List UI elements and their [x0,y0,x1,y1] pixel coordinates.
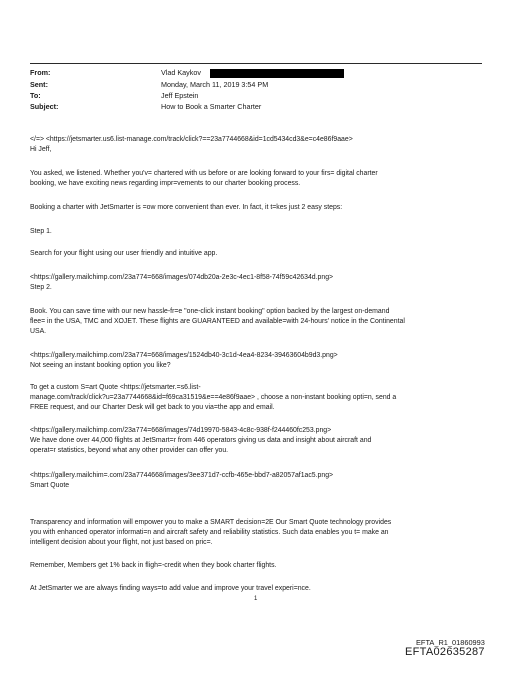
body-paragraph: Book. You can save time with our new hassle-fr=e "one-click instant booking" option backed by the largest on-demand flee= in the USA, TMC and XOJET. These flights are GUARANTEED and available=with 24-hours' notice in the Continental USA. [30,308,405,335]
subject-value: How to Book a Smarter Charter [161,102,262,111]
body-paragraph: Remember, Members get 1% back in fligh=-credit when they book charter flights. [30,562,277,569]
sent-value: Monday, March 11, 2019 3:54 PM [161,80,269,89]
header-top-rule [30,63,482,64]
to-value: Jeff Epstein [161,91,199,100]
body-paragraph: Transparency and information will empower you to make a SMART decision=2E Our Smart Quote technology provides you with enhanced operator informati=n and aircraft safety and reliability statistics. Such data enables you t= make an intelligent decision about your flight, not just based on pric=. [30,519,392,546]
body-paragraph: Step 1. [30,228,52,235]
body-paragraph: Search for your flight using our user friendly and intuitive app. [30,250,218,257]
body-paragraph: <https://gallery.mailchimp.com/23a774=668/images/74d19970-5843-4c8c-938f-f244460fc253.png> We have done over 44,000 flights at JetSmart=r from 446 operators giving us data and insight about aircraft and operat=r statistics, beyond what any other provider can offer you. [30,427,372,454]
bates-number-small: EFTA_R1_01860993 [416,638,485,647]
bates-number-large: EFTA02635287 [405,646,485,658]
page-number: 1 [254,596,258,602]
redaction-box [210,69,344,78]
to-label: To: [30,91,41,100]
body-paragraph: </=> <https://jetsmarter.us6.list-manage.com/track/click?==23a7744668&id=1cd5434cd3&e=c4e86f9aae> Hi Jeff, [30,136,353,153]
body-paragraph: At JetSmarter we are always finding ways=to add value and improve your travel experi=nce. [30,585,311,592]
from-label: From: [30,68,51,77]
body-paragraph: Booking a charter with JetSmarter is =ow more convenient than ever. In fact, it t=kes just 2 easy steps: [30,204,343,211]
body-paragraph: <https://gallery.mailchim=.com/23a7744668/images/3ee371d7-ccfb-465e-bbd7-a82057af1ac5.png> Smart Quote [30,472,334,489]
body-paragraph: <https://gallery.mailchimp.com/23a774=668/images/074db20a-2e3c-4ec1-8f58-74f59c42634d.png> Step 2. [30,274,334,291]
body-paragraph: To get a custom S=art Quote <https://jetsmarter.=s6.list- manage.com/track/click?u=23a7744668&id=f69ca31519&e==4e86f9aae> , choose a non-instant booking opti=n, send a FREE request, and our Charter Desk will get back to you via=the app and email. [30,384,397,411]
sent-label: Sent: [30,80,48,89]
body-paragraph: You asked, we listened. Whether you'v= chartered with us before or are looking forward to your firs= digital charter booking, we have exciting news regarding impr=vements to our charter booking process. [30,170,378,187]
body-paragraph: <https://gallery.mailchimp.com/23a774=668/images/1524db40-3c1d-4ea4-8234-39463604b9d3.png> Not seeing an instant booking option you like? [30,352,338,369]
subject-label: Subject: [30,102,59,111]
from-value: Vlad Kaykov [161,68,201,77]
